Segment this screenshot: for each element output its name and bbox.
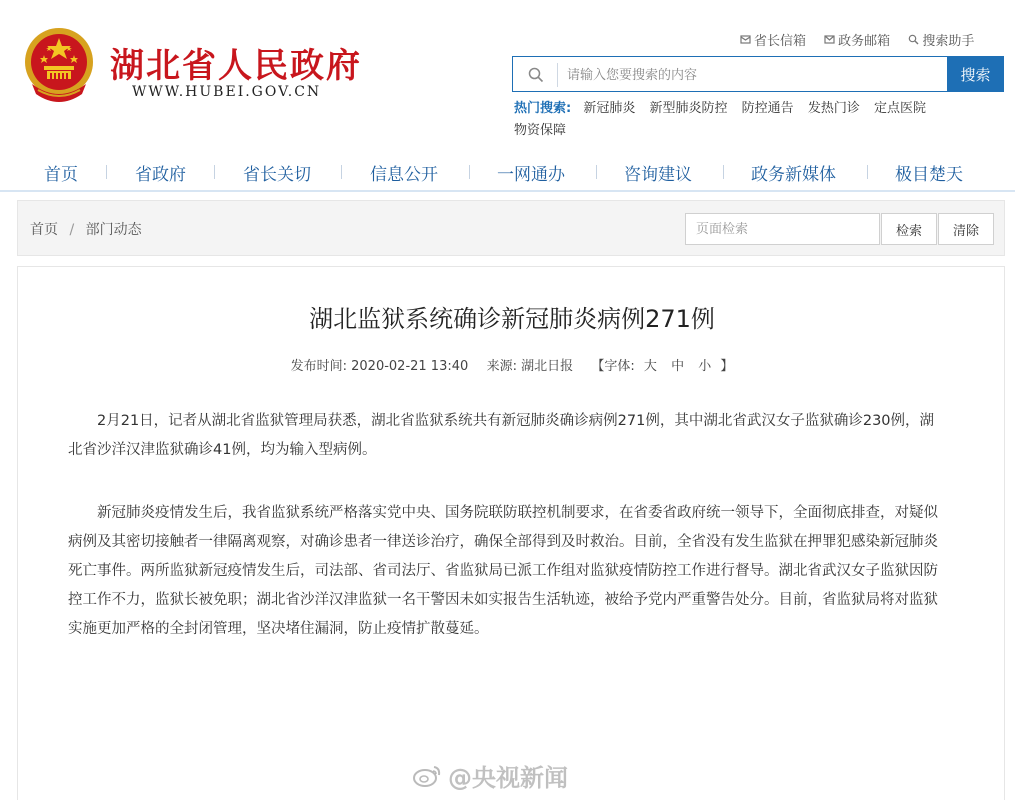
font-size-medium[interactable]: 中 <box>671 359 685 374</box>
site-search-input[interactable] <box>567 63 937 87</box>
breadcrumb-separator: / <box>69 222 75 238</box>
top-link-gov-email[interactable] <box>824 30 890 49</box>
font-size-large[interactable]: 大 <box>643 359 657 374</box>
breadcrumb <box>30 219 142 239</box>
publish-time-label: 发布时间: <box>290 359 347 374</box>
nav-item-provincial-gov[interactable]: 省政府 <box>135 165 186 185</box>
nav-divider <box>596 165 597 179</box>
top-link-label: 省长信箱 <box>754 34 807 49</box>
breadcrumb-bar <box>17 200 1005 256</box>
nav-divider <box>469 165 470 179</box>
site-search-button[interactable]: 搜索 <box>947 56 1004 92</box>
site-search-box <box>512 56 947 92</box>
email-icon <box>824 34 835 45</box>
main-nav <box>0 150 1015 192</box>
nav-divider <box>214 165 215 179</box>
publish-time: 2020-02-21 13:40 <box>351 359 469 374</box>
font-size-label-close: 】 <box>720 359 734 374</box>
breadcrumb-dept-news[interactable]: 部门动态 <box>85 222 142 238</box>
nav-divider <box>723 165 724 179</box>
font-size-small[interactable]: 小 <box>698 359 712 374</box>
article-panel <box>17 266 1005 800</box>
search-divider <box>557 63 558 87</box>
page-search-button[interactable]: 检索 <box>881 213 937 245</box>
search-icon <box>527 66 545 84</box>
hot-search-label: 热门搜索: <box>514 101 572 116</box>
top-link-search-assistant[interactable] <box>908 30 974 49</box>
national-emblem-icon <box>20 24 98 106</box>
nav-item-new-media[interactable]: 政务新媒体 <box>751 165 836 185</box>
weibo-icon <box>412 762 442 788</box>
site-url: WWW.HUBEI.GOV.CN <box>132 84 322 100</box>
hot-searches <box>514 98 1004 142</box>
source: 湖北日报 <box>521 359 574 374</box>
hot-search-item[interactable]: 发热门诊 <box>807 101 860 116</box>
page-clear-button[interactable]: 清除 <box>938 213 994 245</box>
nav-item-home[interactable]: 首页 <box>44 165 78 185</box>
top-link-label: 搜索助手 <box>922 34 975 49</box>
search-icon <box>908 34 919 45</box>
nav-item-one-stop[interactable]: 一网通办 <box>497 165 565 185</box>
nav-divider <box>106 165 107 179</box>
hot-search-item[interactable]: 新型肺炎防控 <box>649 101 728 116</box>
nav-item-info-disclosure[interactable]: 信息公开 <box>370 165 438 185</box>
watermark-text: @央视新闻 <box>448 763 568 792</box>
site-header <box>0 0 1015 150</box>
nav-item-governor-care[interactable]: 省长关切 <box>243 165 311 185</box>
hot-search-item[interactable]: 新冠肺炎 <box>583 101 636 116</box>
article-paragraph: 新冠肺炎疫情发生后，我省监狱系统严格落实党中央、国务院联防联控机制要求，在省委省政府统一领导下，全面彻底排查，对疑似病例及其密切接触者一律隔离观察，对确诊患者一律送诊治疗，确保全部得到及时救治。目前，全省没有发生监狱在押罪犯感染新冠肺炎死亡事件。两所监狱新冠疫情发生后，司法部、省司法厅、省监狱局已派工作组对监狱疫情防控工作进行督导。湖北省武汉女子监狱因防控工作不力，监狱长被免职；湖北省沙洋汉津监狱一名干警因未如实报告生活轨迹，被给予党内严重警告处分。目前，省监狱局将对监狱实施更加严格的全封闭管理，坚决堵住漏洞，防止疫情扩散蔓延。 <box>68 505 938 637</box>
hot-search-item[interactable]: 物资保障 <box>514 123 567 138</box>
breadcrumb-home[interactable]: 首页 <box>30 222 58 238</box>
article-meta <box>18 355 1006 374</box>
nav-divider <box>867 165 868 179</box>
article-title: 湖北监狱系统确诊新冠肺炎病例271例 <box>309 305 715 333</box>
hot-search-item[interactable]: 定点医院 <box>873 101 926 116</box>
mailbox-icon <box>740 34 751 45</box>
page-search-input[interactable] <box>685 213 880 245</box>
source-label: 来源: <box>486 359 517 374</box>
hot-search-item[interactable]: 防控通告 <box>741 101 794 116</box>
font-size-label: 【字体: <box>591 359 635 374</box>
top-link-governor-mailbox[interactable] <box>740 30 806 49</box>
weibo-watermark <box>412 758 568 792</box>
nav-item-jimu-chutian[interactable]: 极目楚天 <box>895 165 963 185</box>
site-name: 湖北省人民政府 <box>110 46 362 86</box>
nav-item-consultation[interactable]: 咨询建议 <box>624 165 692 185</box>
article-paragraph: 2月21日，记者从湖北省监狱管理局获悉，湖北省监狱系统共有新冠肺炎确诊病例271例，其中湖北省武汉女子监狱确诊230例，湖北省沙洋汉津监狱确诊41例，均为输入型病例。 <box>68 413 935 458</box>
nav-divider <box>341 165 342 179</box>
top-link-label: 政务邮箱 <box>838 34 891 49</box>
top-links <box>740 30 974 49</box>
